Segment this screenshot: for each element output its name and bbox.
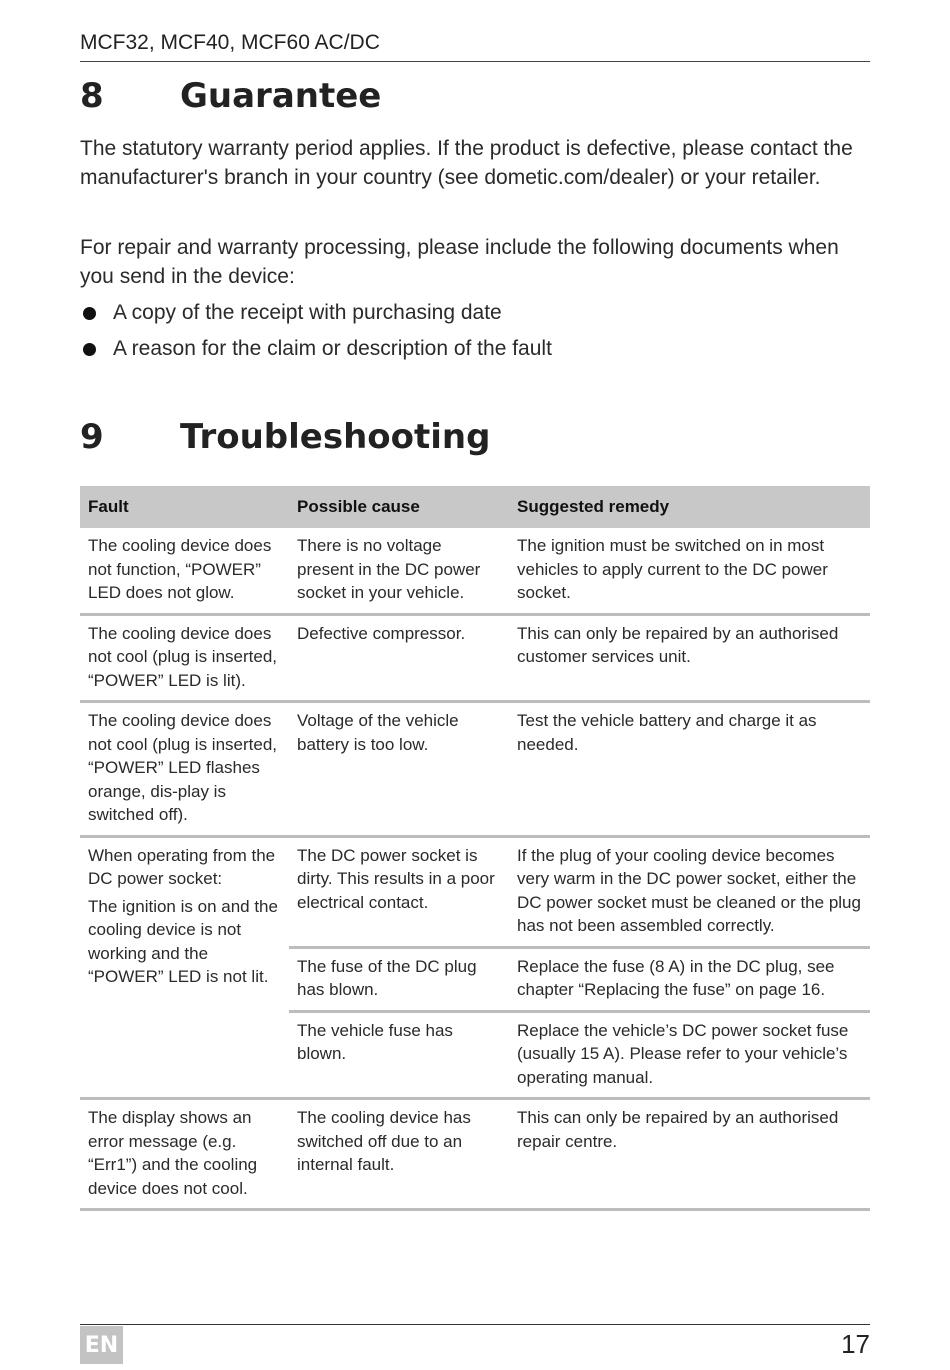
- list-item-text: A reason for the claim or description of the fault: [113, 337, 552, 360]
- section-heading-guarantee: [80, 76, 381, 116]
- cause-cell: The fuse of the DC plug has blown.: [289, 947, 509, 1011]
- cause-cell: Defective compressor.: [289, 614, 509, 702]
- column-header-cause: Possible cause: [289, 486, 509, 528]
- remedy-cell: Test the vehicle battery and charge it as needed.: [509, 702, 870, 837]
- table-row: [80, 836, 870, 947]
- section-title: Guarantee: [180, 76, 382, 116]
- remedy-cell: The ignition must be switched on in most vehicles to apply current to the DC power socket.: [509, 528, 870, 614]
- documents-paragraph: For repair and warranty processing, please include the following documents when you send in the device:: [80, 236, 839, 288]
- fault-description: The ignition is on and the cooling device is not working and the “POWER” LED is not lit.: [88, 896, 278, 986]
- troubleshooting-table: [80, 486, 870, 1211]
- bullet-icon: [83, 307, 96, 320]
- fault-cell: The cooling device does not cool (plug is inserted, “POWER” LED is lit).: [80, 614, 289, 702]
- warranty-paragraph: The statutory warranty period applies. If the product is defective, please contact the manufacturer's branch in your country (see dometic.com/dealer) or your retailer.: [80, 137, 853, 189]
- cause-cell: Voltage of the vehicle battery is too low.: [289, 702, 509, 837]
- fault-cell: The cooling device does not cool (plug is inserted, “POWER” LED flashes orange, dis-play is switched off).: [80, 702, 289, 837]
- table-row: [80, 702, 870, 837]
- table-row: [80, 614, 870, 702]
- page-header: [80, 30, 870, 62]
- table-row: [80, 1099, 870, 1210]
- remedy-cell: If the plug of your cooling device becomes very warm in the DC power socket, either the DC power socket must be cleaned or the plug has not been assembled correctly.: [509, 836, 870, 947]
- column-header-fault: Fault: [80, 486, 289, 528]
- cause-cell: The DC power socket is dirty. This results in a poor electrical contact.: [289, 836, 509, 947]
- column-header-remedy: Suggested remedy: [509, 486, 870, 528]
- section-number: 9: [80, 417, 104, 457]
- cause-cell: The cooling device has switched off due to an internal fault.: [289, 1099, 509, 1210]
- header-models: MCF32, MCF40, MCF60 AC/DC: [80, 31, 380, 54]
- remedy-cell: This can only be repaired by an authorised customer services unit.: [509, 614, 870, 702]
- remedy-cell: Replace the fuse (8 A) in the DC plug, see chapter “Replacing the fuse” on page 16.: [509, 947, 870, 1011]
- fault-cell: The display shows an error message (e.g. “Err1”) and the cooling device does not cool.: [80, 1099, 289, 1210]
- page-number: 17: [841, 1329, 870, 1359]
- list-item-text: A copy of the receipt with purchasing date: [113, 301, 502, 324]
- table-header-row: [80, 486, 870, 528]
- footer-divider: [80, 1324, 870, 1325]
- remedy-cell: This can only be repaired by an authorised repair centre.: [509, 1099, 870, 1210]
- fault-condition: When operating from the DC power socket:: [88, 845, 276, 888]
- section-heading-troubleshooting: [80, 417, 490, 457]
- fault-cell: The cooling device does not function, “POWER” LED does not glow.: [80, 528, 289, 614]
- remedy-cell: Replace the vehicle’s DC power socket fuse (usually 15 A). Please refer to your vehicle’s operating manual.: [509, 1011, 870, 1099]
- fault-cell: [80, 836, 289, 1099]
- section-number: 8: [80, 76, 104, 116]
- cause-cell: The vehicle fuse has blown.: [289, 1011, 509, 1099]
- section-title: Troubleshooting: [180, 417, 491, 457]
- table-row: [80, 528, 870, 614]
- cause-cell: There is no voltage present in the DC power socket in your vehicle.: [289, 528, 509, 614]
- bullet-icon: [83, 343, 96, 356]
- language-badge: EN: [80, 1326, 123, 1364]
